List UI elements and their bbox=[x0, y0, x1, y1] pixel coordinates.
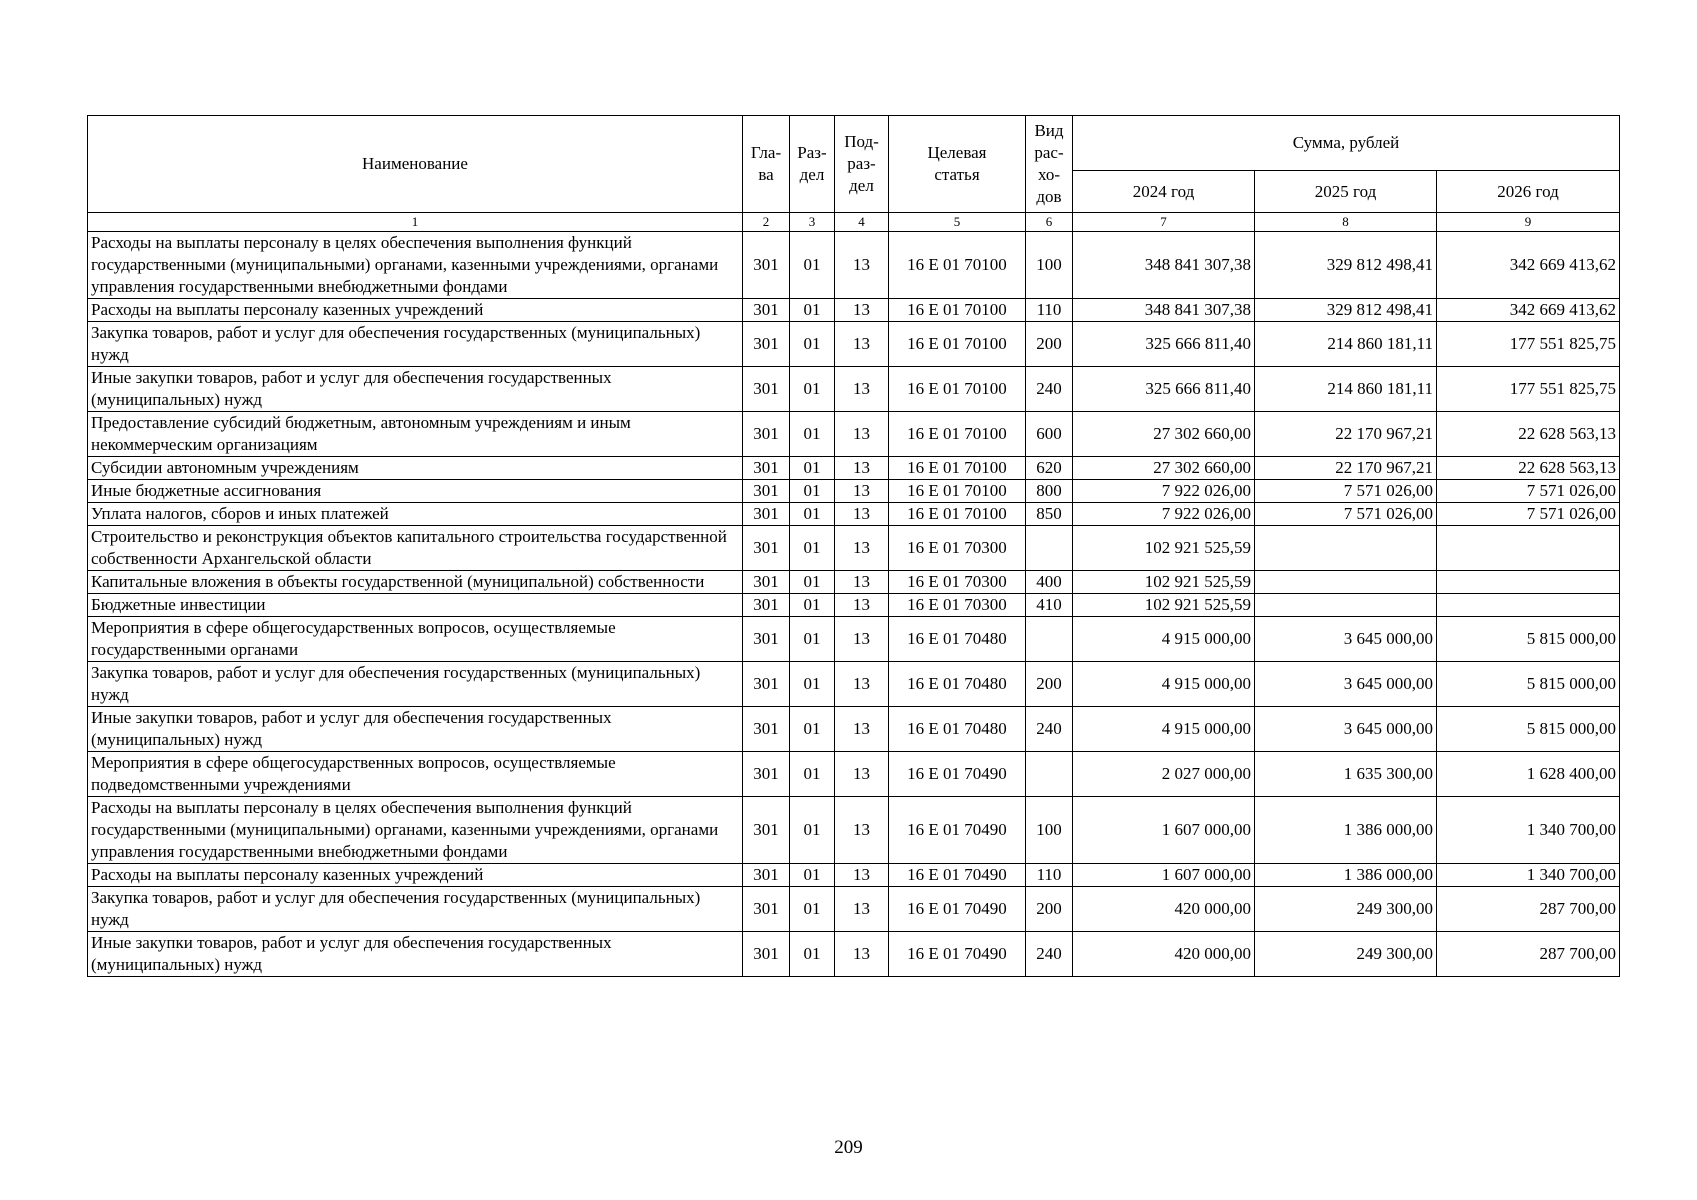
row-expense-type: 240 bbox=[1026, 367, 1073, 412]
row-sum-2026 bbox=[1437, 594, 1620, 617]
row-razdel: 01 bbox=[790, 797, 835, 864]
header-2024-text: 2024 год bbox=[1132, 181, 1195, 201]
header-vid-text: Вид рас- хо- дов bbox=[1034, 121, 1064, 206]
row-sum-2026: 1 628 400,00 bbox=[1437, 752, 1620, 797]
row-glava: 301 bbox=[743, 662, 790, 707]
table-row bbox=[88, 797, 1620, 864]
row-razdel: 01 bbox=[790, 617, 835, 662]
row-glava: 301 bbox=[743, 594, 790, 617]
row-sum-2025 bbox=[1255, 526, 1437, 571]
header-2025-text: 2025 год bbox=[1314, 181, 1377, 201]
header-glava bbox=[743, 116, 790, 213]
row-target-article: 16 Е 01 70100 bbox=[889, 412, 1026, 457]
row-expense-type: 100 bbox=[1026, 232, 1073, 299]
row-razdel: 01 bbox=[790, 932, 835, 977]
row-sum-2025: 7 571 026,00 bbox=[1255, 503, 1437, 526]
row-target-article: 16 Е 01 70490 bbox=[889, 864, 1026, 887]
row-sum-2026: 1 340 700,00 bbox=[1437, 864, 1620, 887]
row-podrazdel: 13 bbox=[835, 299, 889, 322]
header-vid bbox=[1026, 116, 1073, 213]
row-podrazdel: 13 bbox=[835, 571, 889, 594]
row-sum-2024: 102 921 525,59 bbox=[1073, 571, 1255, 594]
budget-table bbox=[87, 115, 1620, 977]
row-sum-2026 bbox=[1437, 571, 1620, 594]
header-2025 bbox=[1255, 171, 1437, 213]
row-target-article: 16 Е 01 70100 bbox=[889, 299, 1026, 322]
row-sum-2026: 5 815 000,00 bbox=[1437, 707, 1620, 752]
row-podrazdel: 13 bbox=[835, 367, 889, 412]
row-expense-type: 200 bbox=[1026, 662, 1073, 707]
row-podrazdel: 13 bbox=[835, 480, 889, 503]
row-podrazdel: 13 bbox=[835, 232, 889, 299]
table-row bbox=[88, 594, 1620, 617]
header-summa bbox=[1073, 116, 1620, 171]
row-expense-type: 100 bbox=[1026, 797, 1073, 864]
table-row bbox=[88, 503, 1620, 526]
row-name: Мероприятия в сфере общегосударственных вопросов, осуществляемые подведомственными учреждениями bbox=[88, 752, 743, 797]
table-row bbox=[88, 617, 1620, 662]
table-body bbox=[88, 232, 1620, 977]
column-number: 4 bbox=[835, 213, 889, 232]
row-name: Расходы на выплаты персоналу в целях обеспечения выполнения функций государственными (муниципальными) органами, казенными учреждениями, органами управления государственными внебюджетными фондами bbox=[88, 232, 743, 299]
table-row bbox=[88, 480, 1620, 503]
header-tselevaya-text: Целевая статья bbox=[927, 143, 987, 184]
row-sum-2026: 342 669 413,62 bbox=[1437, 232, 1620, 299]
page-number: 209 bbox=[834, 1137, 863, 1158]
row-target-article: 16 Е 01 70100 bbox=[889, 503, 1026, 526]
row-sum-2026: 7 571 026,00 bbox=[1437, 480, 1620, 503]
row-name: Строительство и реконструкция объектов капитального строительства государственной собственности Архангельской области bbox=[88, 526, 743, 571]
row-razdel: 01 bbox=[790, 864, 835, 887]
row-name: Мероприятия в сфере общегосударственных вопросов, осуществляемые государственными органами bbox=[88, 617, 743, 662]
row-sum-2024: 420 000,00 bbox=[1073, 932, 1255, 977]
row-podrazdel: 13 bbox=[835, 707, 889, 752]
row-razdel: 01 bbox=[790, 571, 835, 594]
row-glava: 301 bbox=[743, 503, 790, 526]
header-name bbox=[88, 116, 743, 213]
row-sum-2024: 4 915 000,00 bbox=[1073, 662, 1255, 707]
row-sum-2024: 27 302 660,00 bbox=[1073, 457, 1255, 480]
row-razdel: 01 bbox=[790, 887, 835, 932]
row-sum-2024: 102 921 525,59 bbox=[1073, 594, 1255, 617]
row-sum-2024: 7 922 026,00 bbox=[1073, 480, 1255, 503]
row-podrazdel: 13 bbox=[835, 932, 889, 977]
table-row bbox=[88, 571, 1620, 594]
row-target-article: 16 Е 01 70300 bbox=[889, 526, 1026, 571]
column-number: 8 bbox=[1255, 213, 1437, 232]
row-podrazdel: 13 bbox=[835, 412, 889, 457]
row-sum-2025: 329 812 498,41 bbox=[1255, 299, 1437, 322]
header-tselevaya bbox=[889, 116, 1026, 213]
table-row bbox=[88, 412, 1620, 457]
row-razdel: 01 bbox=[790, 707, 835, 752]
row-name: Предоставление субсидий бюджетным, автономным учреждениям и иным некоммерческим организациям bbox=[88, 412, 743, 457]
row-podrazdel: 13 bbox=[835, 617, 889, 662]
row-name: Бюджетные инвестиции bbox=[88, 594, 743, 617]
row-sum-2025: 3 645 000,00 bbox=[1255, 707, 1437, 752]
row-name: Закупка товаров, работ и услуг для обеспечения государственных (муниципальных) нужд bbox=[88, 887, 743, 932]
table-row bbox=[88, 887, 1620, 932]
row-glava: 301 bbox=[743, 932, 790, 977]
row-target-article: 16 Е 01 70100 bbox=[889, 322, 1026, 367]
row-sum-2024: 4 915 000,00 bbox=[1073, 617, 1255, 662]
row-glava: 301 bbox=[743, 232, 790, 299]
row-podrazdel: 13 bbox=[835, 322, 889, 367]
row-sum-2025: 1 386 000,00 bbox=[1255, 797, 1437, 864]
column-number: 1 bbox=[88, 213, 743, 232]
row-expense-type: 110 bbox=[1026, 299, 1073, 322]
row-target-article: 16 Е 01 70490 bbox=[889, 932, 1026, 977]
row-sum-2026: 7 571 026,00 bbox=[1437, 503, 1620, 526]
column-number: 7 bbox=[1073, 213, 1255, 232]
row-razdel: 01 bbox=[790, 752, 835, 797]
table-row bbox=[88, 662, 1620, 707]
column-number: 3 bbox=[790, 213, 835, 232]
row-name: Расходы на выплаты персоналу казенных учреждений bbox=[88, 864, 743, 887]
row-sum-2026: 5 815 000,00 bbox=[1437, 617, 1620, 662]
header-razdel-text: Раз- дел bbox=[797, 143, 827, 184]
row-expense-type: 600 bbox=[1026, 412, 1073, 457]
row-sum-2026: 177 551 825,75 bbox=[1437, 322, 1620, 367]
table-row bbox=[88, 457, 1620, 480]
table-row bbox=[88, 707, 1620, 752]
row-glava: 301 bbox=[743, 707, 790, 752]
row-sum-2025: 329 812 498,41 bbox=[1255, 232, 1437, 299]
header-2024 bbox=[1073, 171, 1255, 213]
row-sum-2024: 27 302 660,00 bbox=[1073, 412, 1255, 457]
row-glava: 301 bbox=[743, 367, 790, 412]
row-sum-2024: 4 915 000,00 bbox=[1073, 707, 1255, 752]
row-target-article: 16 Е 01 70490 bbox=[889, 752, 1026, 797]
row-name: Иные закупки товаров, работ и услуг для обеспечения государственных (муниципальных) нужд bbox=[88, 932, 743, 977]
row-glava: 301 bbox=[743, 299, 790, 322]
row-sum-2025: 1 386 000,00 bbox=[1255, 864, 1437, 887]
row-glava: 301 bbox=[743, 797, 790, 864]
row-glava: 301 bbox=[743, 480, 790, 503]
table-row bbox=[88, 932, 1620, 977]
table-row bbox=[88, 367, 1620, 412]
header-2026-text: 2026 год bbox=[1497, 181, 1559, 201]
row-razdel: 01 bbox=[790, 412, 835, 457]
row-sum-2025 bbox=[1255, 594, 1437, 617]
row-glava: 301 bbox=[743, 887, 790, 932]
row-name: Иные закупки товаров, работ и услуг для обеспечения государственных (муниципальных) нужд bbox=[88, 707, 743, 752]
row-sum-2025: 22 170 967,21 bbox=[1255, 412, 1437, 457]
row-name: Расходы на выплаты персоналу в целях обеспечения выполнения функций государственными (муниципальными) органами, казенными учреждениями, органами управления государственными внебюджетными фондами bbox=[88, 797, 743, 864]
row-name: Субсидии автономным учреждениям bbox=[88, 457, 743, 480]
table-row bbox=[88, 864, 1620, 887]
row-target-article: 16 Е 01 70480 bbox=[889, 617, 1026, 662]
row-expense-type bbox=[1026, 752, 1073, 797]
row-sum-2025: 249 300,00 bbox=[1255, 932, 1437, 977]
header-razdel bbox=[790, 116, 835, 213]
row-sum-2024: 1 607 000,00 bbox=[1073, 797, 1255, 864]
header-row-1 bbox=[88, 116, 1620, 171]
table-row bbox=[88, 232, 1620, 299]
row-razdel: 01 bbox=[790, 299, 835, 322]
row-target-article: 16 Е 01 70300 bbox=[889, 594, 1026, 617]
row-podrazdel: 13 bbox=[835, 662, 889, 707]
row-glava: 301 bbox=[743, 864, 790, 887]
row-sum-2024: 1 607 000,00 bbox=[1073, 864, 1255, 887]
row-name: Расходы на выплаты персоналу казенных учреждений bbox=[88, 299, 743, 322]
row-target-article: 16 Е 01 70490 bbox=[889, 887, 1026, 932]
row-sum-2024: 348 841 307,38 bbox=[1073, 232, 1255, 299]
row-sum-2024: 420 000,00 bbox=[1073, 887, 1255, 932]
row-expense-type bbox=[1026, 526, 1073, 571]
column-number: 6 bbox=[1026, 213, 1073, 232]
row-expense-type: 850 bbox=[1026, 503, 1073, 526]
row-razdel: 01 bbox=[790, 322, 835, 367]
row-sum-2025: 214 860 181,11 bbox=[1255, 322, 1437, 367]
row-razdel: 01 bbox=[790, 594, 835, 617]
header-glava-text: Гла- ва bbox=[750, 143, 782, 184]
row-target-article: 16 Е 01 70100 bbox=[889, 457, 1026, 480]
header-name-text: Наименование bbox=[362, 154, 468, 173]
row-sum-2026: 22 628 563,13 bbox=[1437, 412, 1620, 457]
row-podrazdel: 13 bbox=[835, 887, 889, 932]
row-podrazdel: 13 bbox=[835, 594, 889, 617]
row-target-article: 16 Е 01 70480 bbox=[889, 662, 1026, 707]
row-name: Уплата налогов, сборов и иных платежей bbox=[88, 503, 743, 526]
row-razdel: 01 bbox=[790, 503, 835, 526]
row-expense-type: 800 bbox=[1026, 480, 1073, 503]
row-expense-type: 240 bbox=[1026, 707, 1073, 752]
row-target-article: 16 Е 01 70480 bbox=[889, 707, 1026, 752]
table-row bbox=[88, 299, 1620, 322]
row-sum-2025: 249 300,00 bbox=[1255, 887, 1437, 932]
row-expense-type: 410 bbox=[1026, 594, 1073, 617]
row-sum-2026: 177 551 825,75 bbox=[1437, 367, 1620, 412]
row-expense-type: 200 bbox=[1026, 887, 1073, 932]
row-target-article: 16 Е 01 70100 bbox=[889, 232, 1026, 299]
row-name: Закупка товаров, работ и услуг для обеспечения государственных (муниципальных) нужд bbox=[88, 322, 743, 367]
row-sum-2026: 1 340 700,00 bbox=[1437, 797, 1620, 864]
row-sum-2024: 2 027 000,00 bbox=[1073, 752, 1255, 797]
column-number-row bbox=[88, 213, 1620, 232]
row-glava: 301 bbox=[743, 412, 790, 457]
row-name: Капитальные вложения в объекты государственной (муниципальной) собственности bbox=[88, 571, 743, 594]
row-expense-type: 200 bbox=[1026, 322, 1073, 367]
row-expense-type: 240 bbox=[1026, 932, 1073, 977]
row-podrazdel: 13 bbox=[835, 752, 889, 797]
row-target-article: 16 Е 01 70300 bbox=[889, 571, 1026, 594]
row-target-article: 16 Е 01 70100 bbox=[889, 480, 1026, 503]
column-number: 9 bbox=[1437, 213, 1620, 232]
row-sum-2026: 342 669 413,62 bbox=[1437, 299, 1620, 322]
row-sum-2024: 325 666 811,40 bbox=[1073, 322, 1255, 367]
row-sum-2025: 214 860 181,11 bbox=[1255, 367, 1437, 412]
row-razdel: 01 bbox=[790, 367, 835, 412]
row-glava: 301 bbox=[743, 322, 790, 367]
header-summa-text: Сумма, рублей bbox=[1292, 133, 1400, 152]
row-sum-2026: 22 628 563,13 bbox=[1437, 457, 1620, 480]
row-name: Закупка товаров, работ и услуг для обеспечения государственных (муниципальных) нужд bbox=[88, 662, 743, 707]
row-sum-2025: 1 635 300,00 bbox=[1255, 752, 1437, 797]
row-expense-type bbox=[1026, 617, 1073, 662]
row-sum-2025: 3 645 000,00 bbox=[1255, 617, 1437, 662]
row-razdel: 01 bbox=[790, 457, 835, 480]
row-expense-type: 110 bbox=[1026, 864, 1073, 887]
row-name: Иные закупки товаров, работ и услуг для обеспечения государственных (муниципальных) нужд bbox=[88, 367, 743, 412]
header-2026 bbox=[1437, 171, 1620, 213]
row-name: Иные бюджетные ассигнования bbox=[88, 480, 743, 503]
row-sum-2024: 348 841 307,38 bbox=[1073, 299, 1255, 322]
table-row bbox=[88, 526, 1620, 571]
header-podrazdel bbox=[835, 116, 889, 213]
row-target-article: 16 Е 01 70100 bbox=[889, 367, 1026, 412]
row-glava: 301 bbox=[743, 571, 790, 594]
row-razdel: 01 bbox=[790, 526, 835, 571]
row-glava: 301 bbox=[743, 617, 790, 662]
row-target-article: 16 Е 01 70490 bbox=[889, 797, 1026, 864]
row-razdel: 01 bbox=[790, 662, 835, 707]
row-sum-2024: 102 921 525,59 bbox=[1073, 526, 1255, 571]
row-podrazdel: 13 bbox=[835, 526, 889, 571]
row-expense-type: 620 bbox=[1026, 457, 1073, 480]
row-podrazdel: 13 bbox=[835, 797, 889, 864]
row-glava: 301 bbox=[743, 457, 790, 480]
row-glava: 301 bbox=[743, 526, 790, 571]
row-podrazdel: 13 bbox=[835, 457, 889, 480]
row-glava: 301 bbox=[743, 752, 790, 797]
row-sum-2026: 287 700,00 bbox=[1437, 932, 1620, 977]
row-sum-2025: 22 170 967,21 bbox=[1255, 457, 1437, 480]
row-sum-2024: 7 922 026,00 bbox=[1073, 503, 1255, 526]
column-number: 5 bbox=[889, 213, 1026, 232]
column-number: 2 bbox=[743, 213, 790, 232]
row-podrazdel: 13 bbox=[835, 864, 889, 887]
table-row bbox=[88, 752, 1620, 797]
row-sum-2026: 5 815 000,00 bbox=[1437, 662, 1620, 707]
row-podrazdel: 13 bbox=[835, 503, 889, 526]
row-sum-2025 bbox=[1255, 571, 1437, 594]
row-razdel: 01 bbox=[790, 232, 835, 299]
row-sum-2026: 287 700,00 bbox=[1437, 887, 1620, 932]
row-sum-2025: 3 645 000,00 bbox=[1255, 662, 1437, 707]
row-sum-2024: 325 666 811,40 bbox=[1073, 367, 1255, 412]
header-podrazdel-text: Под- раз- дел bbox=[844, 132, 879, 195]
row-sum-2025: 7 571 026,00 bbox=[1255, 480, 1437, 503]
row-razdel: 01 bbox=[790, 480, 835, 503]
table-row bbox=[88, 322, 1620, 367]
row-expense-type: 400 bbox=[1026, 571, 1073, 594]
row-sum-2026 bbox=[1437, 526, 1620, 571]
